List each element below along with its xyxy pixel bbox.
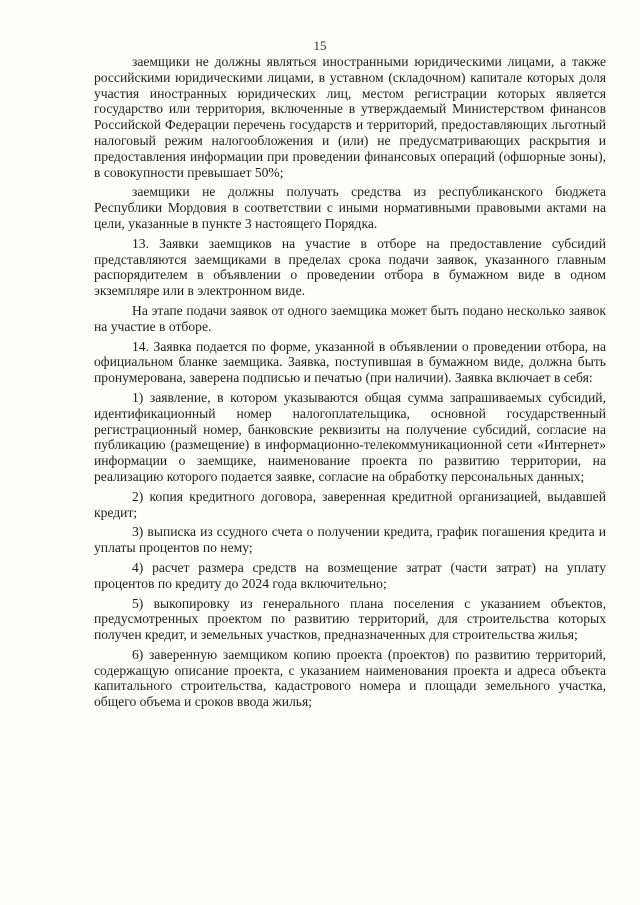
list-item-3: 3) выписка из ссудного счета о получении кредита, график погашения кредита и уплаты процентов по нему; <box>94 524 606 556</box>
list-item-1: 1) заявление, в котором указываются общая сумма запрашиваемых субсидий, идентификационный номер налогоплательщика, основной государственный регистрационный номер, банковские реквизиты на получение субсидий, согласие на публикацию (размещение) в информационно-телекоммуникационной сети «Интернет» информации о заемщике, наименование проекта по развитию территории, на реализацию которого подается заявке, согласие на обработку персональных данных; <box>94 389 606 484</box>
paragraph-foreign-entities: заемщики не должны являться иностранными юридическими лицами, а также российскими юридическими лицами, в уставном (складочном) капитале которых доля участия иностранных юридических лиц, местом регистрации которых является государство или территория, включенные в утверждаемый Министерством финансов Российской Федерации перечень государств и территорий, предоставляющих льготный налоговый режим налогообложения и (или) не предусматривающих раскрытия и предоставления информации при проведении финансовых операций (офшорные зоны), в совокупности превышает 50%; <box>94 54 606 180</box>
paragraph-budget-funds: заемщики не должны получать средства из республиканского бюджета Республики Мордовия в соответствии с иными нормативными правовыми актами на цели, указанные в пункте 3 настоящего Порядка. <box>94 184 606 231</box>
page-number: 15 <box>313 38 327 53</box>
paragraph-multiple-applications: На этапе подачи заявок от одного заемщика может быть подано несколько заявок на участие в отборе. <box>94 302 606 334</box>
list-item-6: 6) заверенную заемщиком копию проекта (проектов) по развитию территорий, содержащую описание проекта, с указанием наименования проекта и адреса объекта капитального строительства, кадастрового номера и площади земельного участка, общего объема и сроков ввода жилья; <box>94 646 606 710</box>
list-item-2: 2) копия кредитного договора, заверенная кредитной организацией, выдавшей кредит; <box>94 488 606 520</box>
list-item-5: 5) выкопировку из генерального плана поселения с указанием объектов, предусмотренных проектом по развитию территорий, для строительства которых получен кредит, и земельных участков, предназначенных для строительства жилья; <box>94 595 606 643</box>
paragraph-item-14: 14. Заявка подается по форме, указанной в объявлении о проведении отбора, на официальном бланке заемщика. Заявка, поступившая в бумажном виде, должна быть пронумерована, заверена подписью и печатью (при наличии). Заявка включает в себя: <box>94 338 606 386</box>
list-item-4: 4) расчет размера средств на возмещение затрат (части затрат) на уплату процентов по кредиту до 2024 года включительно; <box>94 559 606 591</box>
paragraph-item-13: 13. Заявки заемщиков на участие в отборе на предоставление субсидий представляются заемщиками в пределах срока подачи заявок, указанного главным распорядителем в объявлении о проведении отбора в бумажном виде в одном экземпляре или в электронном виде. <box>94 235 606 299</box>
document-body <box>94 54 606 710</box>
